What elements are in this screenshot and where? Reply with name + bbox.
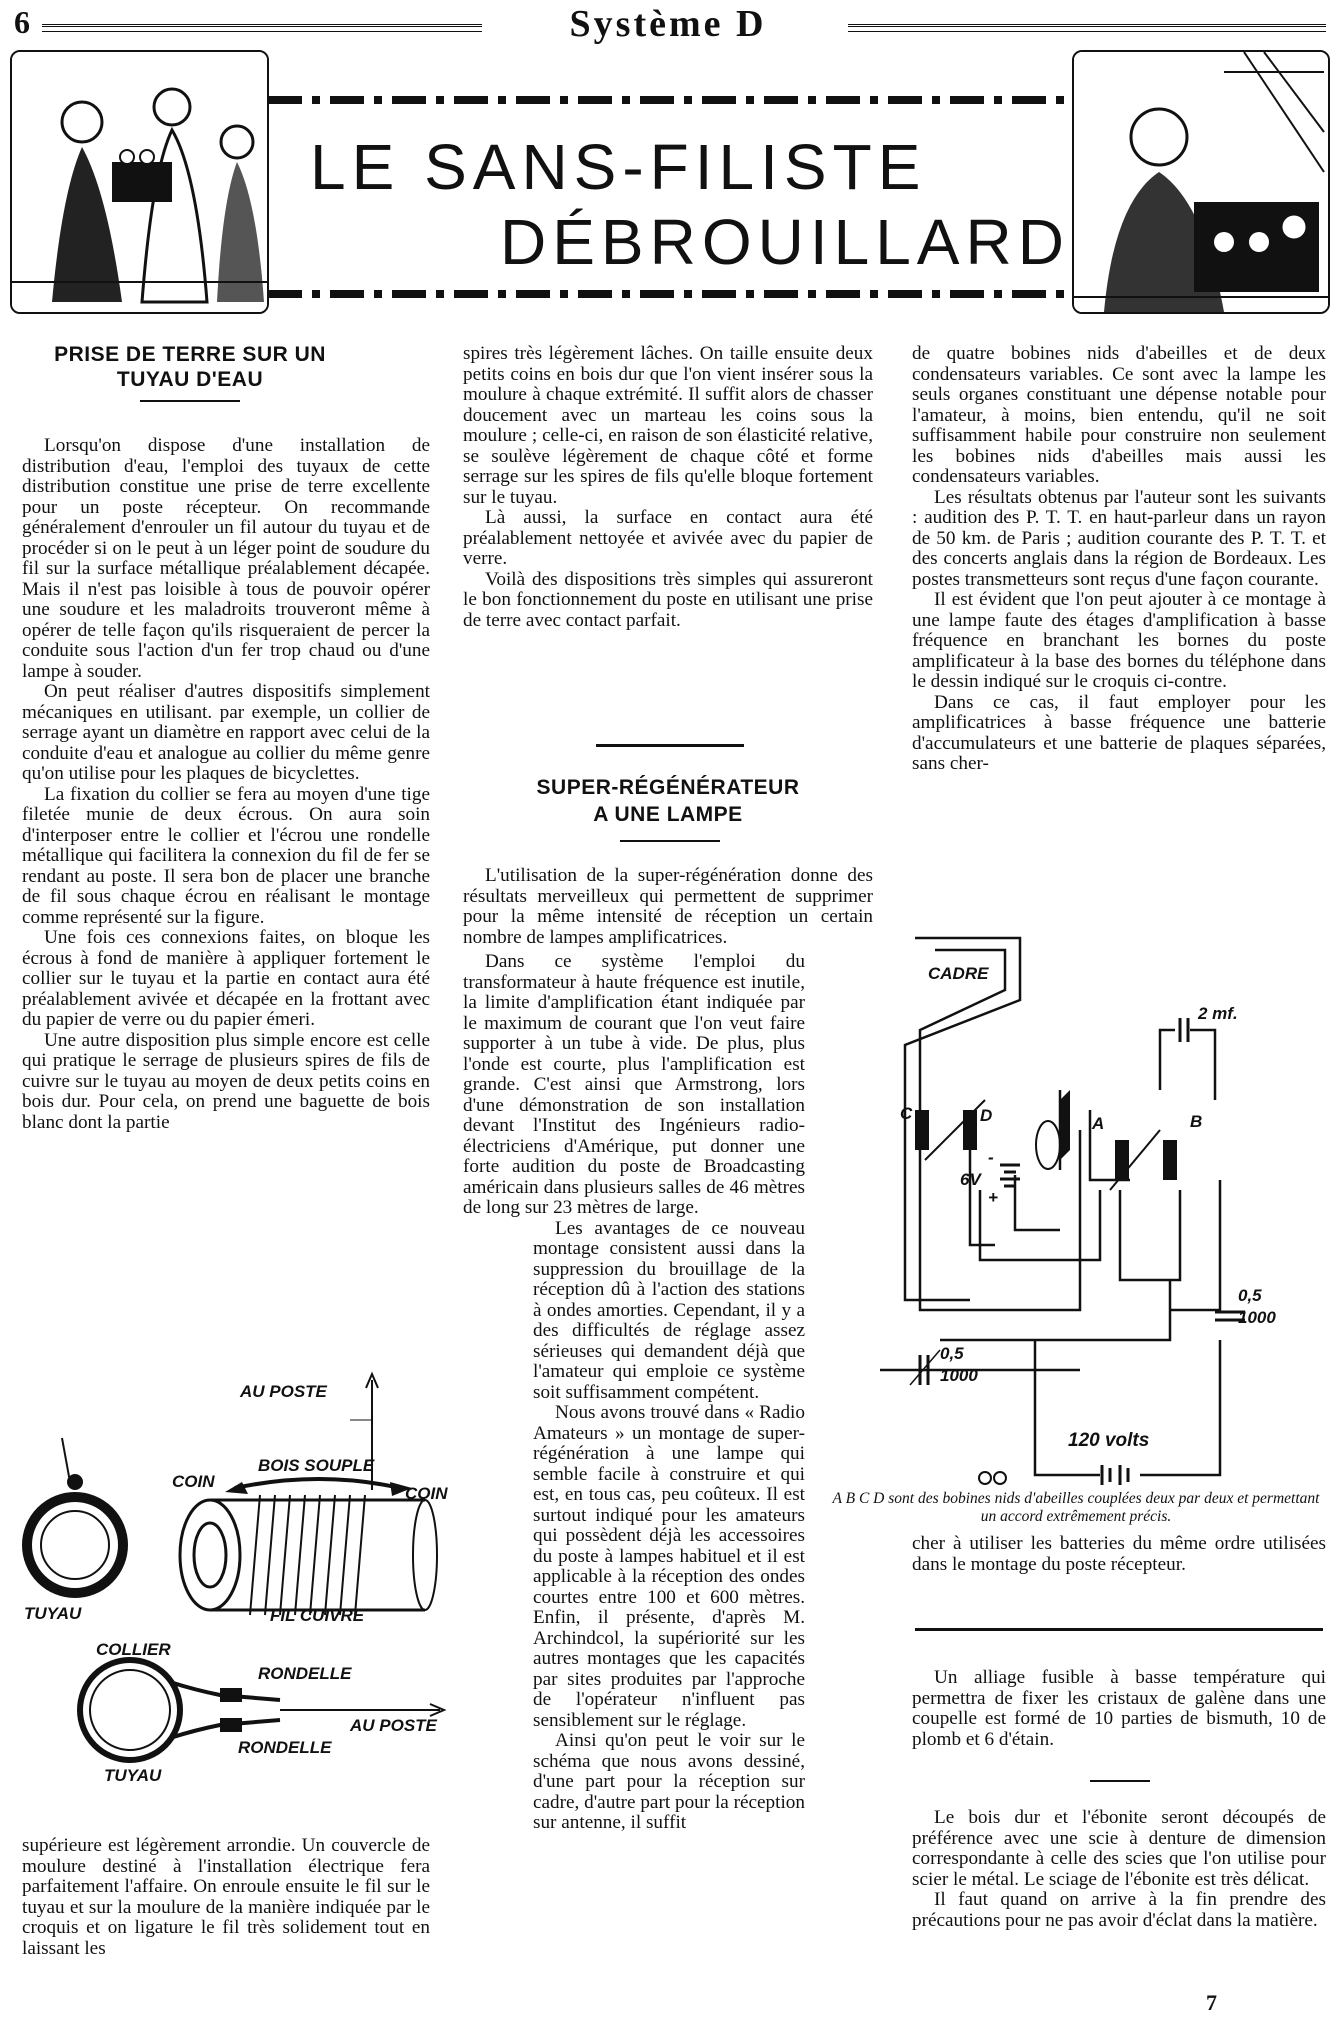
paragraph: On peut réaliser d'autres dispositifs simplement mécaniques en utilisant. par exemple, un collier de serrage ayant un diamètre en rapport avec celui de la conduite d'eau et analogue au collier du même genre qu'on utilise pour les plaques de bicyclettes. bbox=[22, 681, 430, 784]
article2-body-narrow bbox=[463, 952, 805, 1834]
fig1-bois-souple: BOIS SOUPLE bbox=[258, 1456, 375, 1475]
fig2-d: D bbox=[980, 1106, 993, 1125]
notes-separator bbox=[915, 1628, 1323, 1631]
paragraph: La fixation du collier se fera au moyen d'une tige filetée munie de deux écrous. On aura soin d'interposer entre le collier et l'écrou une rondelle métallique qui facilitera la connexion du fil de fer se rendant au poste. Il sera bon de placer une branche de fil sous chaque écrou en réalisant le montage comme représenté sur la figure. bbox=[22, 783, 430, 928]
notes-separator-2 bbox=[1090, 1780, 1150, 1782]
fig2-cap-right-num: 0,5 bbox=[1238, 1286, 1262, 1305]
fig2-cap-top: 2 mf. bbox=[1198, 1004, 1238, 1023]
paragraph: Il est évident que l'on peut ajouter à ce montage à une lampe faute des étages d'amplification à basse fréquence en branchant les bornes du poste amplificateur à la base des bornes du téléphone dans le dessin indiqué sur le croquis ci-contre. bbox=[912, 589, 1326, 692]
paragraph: de quatre bobines nids d'abeilles et de deux condensateurs variables. Ce sont avec la lampe les seuls organes constituant une dépense notable pour l'amateur, à moins, bien entendu, qu'il ne soit suffisamment habile pour construire non seulement les bobines nids d'abeilles mais aussi les condensateurs variables. bbox=[912, 343, 1326, 487]
paragraph: Nous avons trouvé dans « Radio Amateurs » un montage de super-régénération à une lampe qui semble facile à construire et qui est, en tous cas, peu coûteux. Il est surtout indiqué pour les amateurs qui possèdent déjà les accessoires du poste à lampes habituel et il est applicable à la réception des ondes courtes entre 100 et 600 mètres. Enfin, il présente, d'après M. Archindcol, la supériorité sur les autres montages que les capacités par sites produites par l'approche de l'opérateur n'influent pas sensiblement sur le réglage. bbox=[533, 1402, 805, 1731]
fig2-cadre: CADRE bbox=[928, 964, 989, 983]
article2-col3-after bbox=[912, 1534, 1326, 1575]
fig1-rondelle-top: RONDELLE bbox=[258, 1664, 352, 1683]
note-alloy bbox=[912, 1668, 1326, 1750]
note-ebonite bbox=[912, 1808, 1326, 1931]
banner-title-line1: LE SANS-FILISTE bbox=[310, 131, 927, 203]
paragraph: Lorsqu'on dispose d'une installation de distribution d'eau, l'emploi des tuyaux de cette distribution constitue une prise de terre excellente pour un poste récepteur. On recommande généralement d'enrouler un fil autour du tuyau et de procéder si on le peut à un léger point de soudure du fil sur la surface métallique préalablement décapée. Mais il n'est pas loisible à tous de pouvoir opérer une soudure et les maladroits trouveront même à opérer de telle façon qu'ils risqueraient de percer la conduite sous l'action d'un fer trop chaud ou d'une lampe à souder. bbox=[22, 435, 430, 682]
fig1-tuyau-bottom: TUYAU bbox=[104, 1766, 162, 1785]
banner-illustration-right bbox=[1072, 50, 1330, 314]
article1-col2-body bbox=[463, 344, 873, 631]
banner-dash-bottom bbox=[268, 290, 1068, 298]
fig1-au-poste-top: AU POSTE bbox=[240, 1382, 327, 1401]
banner-dash-top bbox=[268, 96, 1068, 104]
article2-body-wide bbox=[463, 866, 873, 948]
fig2-a: A bbox=[1092, 1114, 1105, 1133]
paragraph: Voilà des dispositions très simples qui assureront le bon fonctionnement du poste en utilisant une prise de terre avec contact parfait. bbox=[463, 568, 873, 631]
paragraph: Un alliage fusible à basse température qui permettra de fixer les cristaux de galène dans une coupelle est formé de 10 parties de bismuth, 10 de plomb et 6 d'étain. bbox=[912, 1667, 1326, 1750]
paragraph: Une autre disposition plus simple encore est celle qui pratique le serrage de plusieurs spires de fils de cuivre sur le tuyau au moyen de deux petits coins en bois dur. Pour cela, on prend une baguette de bois blanc dont la partie bbox=[22, 1029, 430, 1133]
fig1-fil-cuivre: FIL CUIVRE bbox=[270, 1606, 365, 1625]
paragraph: Les avantages de ce nouveau montage consistent aussi dans la suppression du brouillage de la réception dû à l'action des stations à ondes amorties. Cependant, il y a des difficultés de réglage assez sérieuses qui demandent déjà que l'amateur qui emploie ce système soit suffisamment compétent. bbox=[533, 1217, 805, 1403]
article1-continuation bbox=[22, 1836, 430, 1959]
paragraph: Ainsi qu'on peut le voir sur le schéma que nous avons dessiné, d'une part pour la réception sur cadre, d'autre part pour la réception sur antenne, il suffit bbox=[533, 1730, 805, 1833]
paragraph: Dans ce système l'emploi du transformateur à haute fréquence est inutile, la limite d'amplification étant indiquée par le maximum de courant que l'on veut faire supporter à un tube à vide. De plus, plus l'onde est courte, plus l'amplification est grande. C'est ainsi que Armstrong, lors d'une démonstration de son installation devant l'Institut des Ingénieurs radio-électriciens d'Amérique, put donner une forte audition du poste de Broadcasting américain dans plusieurs salles de 46 mètres de long sur 23 mètres de large. bbox=[463, 951, 805, 1218]
fig2-cap-left-num: 0,5 bbox=[940, 1344, 964, 1363]
paragraph: cher à utiliser les batteries du même ordre utilisées dans le montage du poste récepteur. bbox=[912, 1533, 1326, 1575]
fig2-b: B bbox=[1190, 1112, 1203, 1131]
article1-body bbox=[22, 436, 430, 1133]
fig1-tuyau-top: TUYAU bbox=[24, 1604, 82, 1623]
page-number-left: 6 bbox=[14, 4, 30, 40]
article1-heading: PRISE DE TERRE SUR UN TUYAU D'EAU bbox=[54, 343, 326, 391]
article2-heading-line2: A UNE LAMPE bbox=[593, 803, 743, 826]
paragraph: spires très légèrement lâches. On taille ensuite deux petits coins en bois dur que l'on vient insérer sous la moulure à chaque extrémité. Il suffit alors de chasser doucement avec un marteau les coins sous la moulure ; celle-ci, en raison de son élasticité relative, se soulève légèrement de chaque côté et forme serrage sur les spires de fils qu'elle bloque fortement sur le tuyau. bbox=[463, 343, 873, 508]
paragraph: Le bois dur et l'ébonite seront découpés de préférence avec une scie à denture de dimension correspondante à celle des scies que l'on utilise pour scier le métal. Le sciage de l'ébonite est très délicat. bbox=[912, 1807, 1326, 1890]
figure-pipe-ground bbox=[20, 1370, 460, 1790]
article2-heading-line1: SUPER-RÉGÉNÉRATEUR bbox=[536, 776, 800, 799]
fig2-plus: + bbox=[988, 1188, 998, 1207]
page-number-right: 7 bbox=[1206, 1990, 1217, 2015]
fig2-c: C bbox=[900, 1104, 913, 1123]
fig1-coin-right: COIN bbox=[405, 1484, 448, 1503]
figure-super-regenerator-circuit bbox=[820, 930, 1330, 1490]
paragraph: Dans ce cas, il faut employer pour les amplificatrices à basse fréquence une batterie d'accumulateurs et une batterie de plaques séparées, sans cher- bbox=[912, 691, 1326, 774]
banner-illustration-left bbox=[10, 50, 269, 314]
fig1-coin-left: COIN bbox=[172, 1472, 215, 1491]
paragraph: Là aussi, la surface en contact aura été préalablement nettoyée et avivée avec du papier de verre. bbox=[463, 507, 873, 569]
fig2-caption: A B C D sont des bobines nids d'abeilles couplées deux par deux et permettant un accord extrêmement précis. bbox=[832, 1490, 1320, 1525]
fig2-battery: 6V bbox=[960, 1170, 981, 1189]
header-rule-right bbox=[848, 24, 1326, 32]
paragraph: Les résultats obtenus par l'auteur sont les suivants : audition des P. T. T. en haut-parleur dans un rayon de 50 km. de Paris ; audition courante des P. T. T. et des concerts anglais dans la région de Bordeaux. Les postes transmetteurs sont reçus d'une façon courante. bbox=[912, 486, 1326, 590]
paragraph: Il faut quand on arrive à la fin prendre des précautions pour ne pas avoir d'éclat dans la matière. bbox=[912, 1889, 1326, 1931]
fig1-rondelle-bottom: RONDELLE bbox=[238, 1738, 332, 1757]
banner-title-line2: DÉBROUILLARD bbox=[500, 206, 1070, 278]
journal-title: Système D bbox=[569, 3, 767, 45]
article2-heading-rule bbox=[620, 840, 720, 842]
article-separator bbox=[596, 744, 744, 747]
fig2-cap-right-den: 1000 bbox=[1238, 1308, 1276, 1327]
fig1-au-poste-bottom: AU POSTE bbox=[350, 1716, 437, 1735]
article2-col3-body bbox=[912, 344, 1326, 775]
fig2-volts: 120 volts bbox=[1068, 1430, 1150, 1451]
paragraph: Une fois ces connexions faites, on bloque les écrous à fond de manière à appliquer fortement le collier sur le tuyau et la partie en contact aura été préalablement avivée et décapée en la frottant avec du papier de verre ou du papier émeri. bbox=[22, 927, 430, 1030]
paragraph: L'utilisation de la super-régénération donne des résultats merveilleux qui permettent de supprimer pour la même intensité de réception un certain nombre de lampes amplificatrices. bbox=[463, 865, 873, 948]
fig2-cap-left-den: 1000 bbox=[940, 1366, 978, 1385]
article1-heading-rule bbox=[140, 400, 240, 402]
paragraph: supérieure est légèrement arrondie. Un couvercle de moulure destiné à l'installation électrique fera parfaitement l'affaire. On enroule ensuite le fil sur le tuyau et sur la moulure de la manière indiquée par le croquis et on ligature le fil très solidement tout en laissant les bbox=[22, 1835, 430, 1959]
fig2-minus: - bbox=[988, 1148, 994, 1167]
fig1-collier: COLLIER bbox=[96, 1640, 171, 1659]
